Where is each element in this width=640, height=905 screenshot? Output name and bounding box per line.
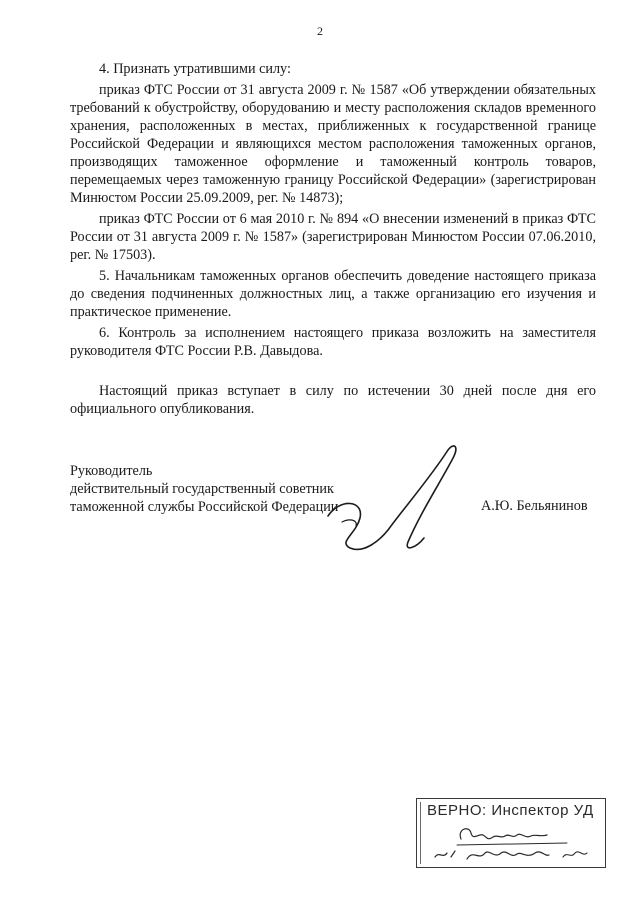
signatory-name: А.Ю. Бельянинов bbox=[481, 498, 588, 514]
paragraph-order-1587: приказ ФТС России от 31 августа 2009 г. № 1587 «Об утверждении обязательных требований к обустройству, оборудованию и месту расположения складов временного хранения, расположенных в местах, приближенных к государственной границе Российской Федерации и являющихся местом расположения таможенных органов, производящих таможенное оформление и таможенный контроль товаров, перемещаемых через таможенную границу Российской Федерации» (зарегистрирован Минюстом России 25.09.2009, рег. № 14873); bbox=[70, 82, 596, 206]
page-number: 2 bbox=[317, 24, 323, 38]
paragraph-effective-date: Настоящий приказ вступает в силу по истечении 30 дней после дня его официального опубликования. bbox=[70, 383, 596, 417]
stamp-handwriting bbox=[417, 799, 607, 869]
paragraph-item-4-heading: 4. Признать утратившими силу: bbox=[99, 61, 291, 77]
signatory-rank-continued: таможенной службы Российской Федерации bbox=[70, 499, 339, 515]
stamp-label: ВЕРНО: Инспектор УД bbox=[427, 802, 594, 819]
signatory-title: Руководитель bbox=[70, 463, 153, 479]
handwritten-signature bbox=[320, 438, 480, 568]
paragraph-order-894: приказ ФТС России от 6 мая 2010 г. № 894 «О внесении изменений в приказ ФТС России от 31 августа 2009 г. № 1587» (зарегистрирован Минюстом России 07.06.2010, рег. № 17503). bbox=[70, 211, 596, 263]
signatory-block bbox=[70, 462, 338, 516]
signatory-rank: действительный государственный советник bbox=[70, 481, 334, 497]
paragraph-item-5: 5. Начальникам таможенных органов обеспечить доведение настоящего приказа до сведения подчиненных должностных лиц, а также организацию его изучения и практическое применение. bbox=[70, 268, 596, 320]
document-body bbox=[70, 60, 596, 418]
paragraph-item-6: 6. Контроль за исполнением настоящего приказа возложить на заместителя руководителя ФТС России Р.В. Давыдова. bbox=[70, 325, 596, 359]
certification-stamp bbox=[416, 798, 606, 868]
